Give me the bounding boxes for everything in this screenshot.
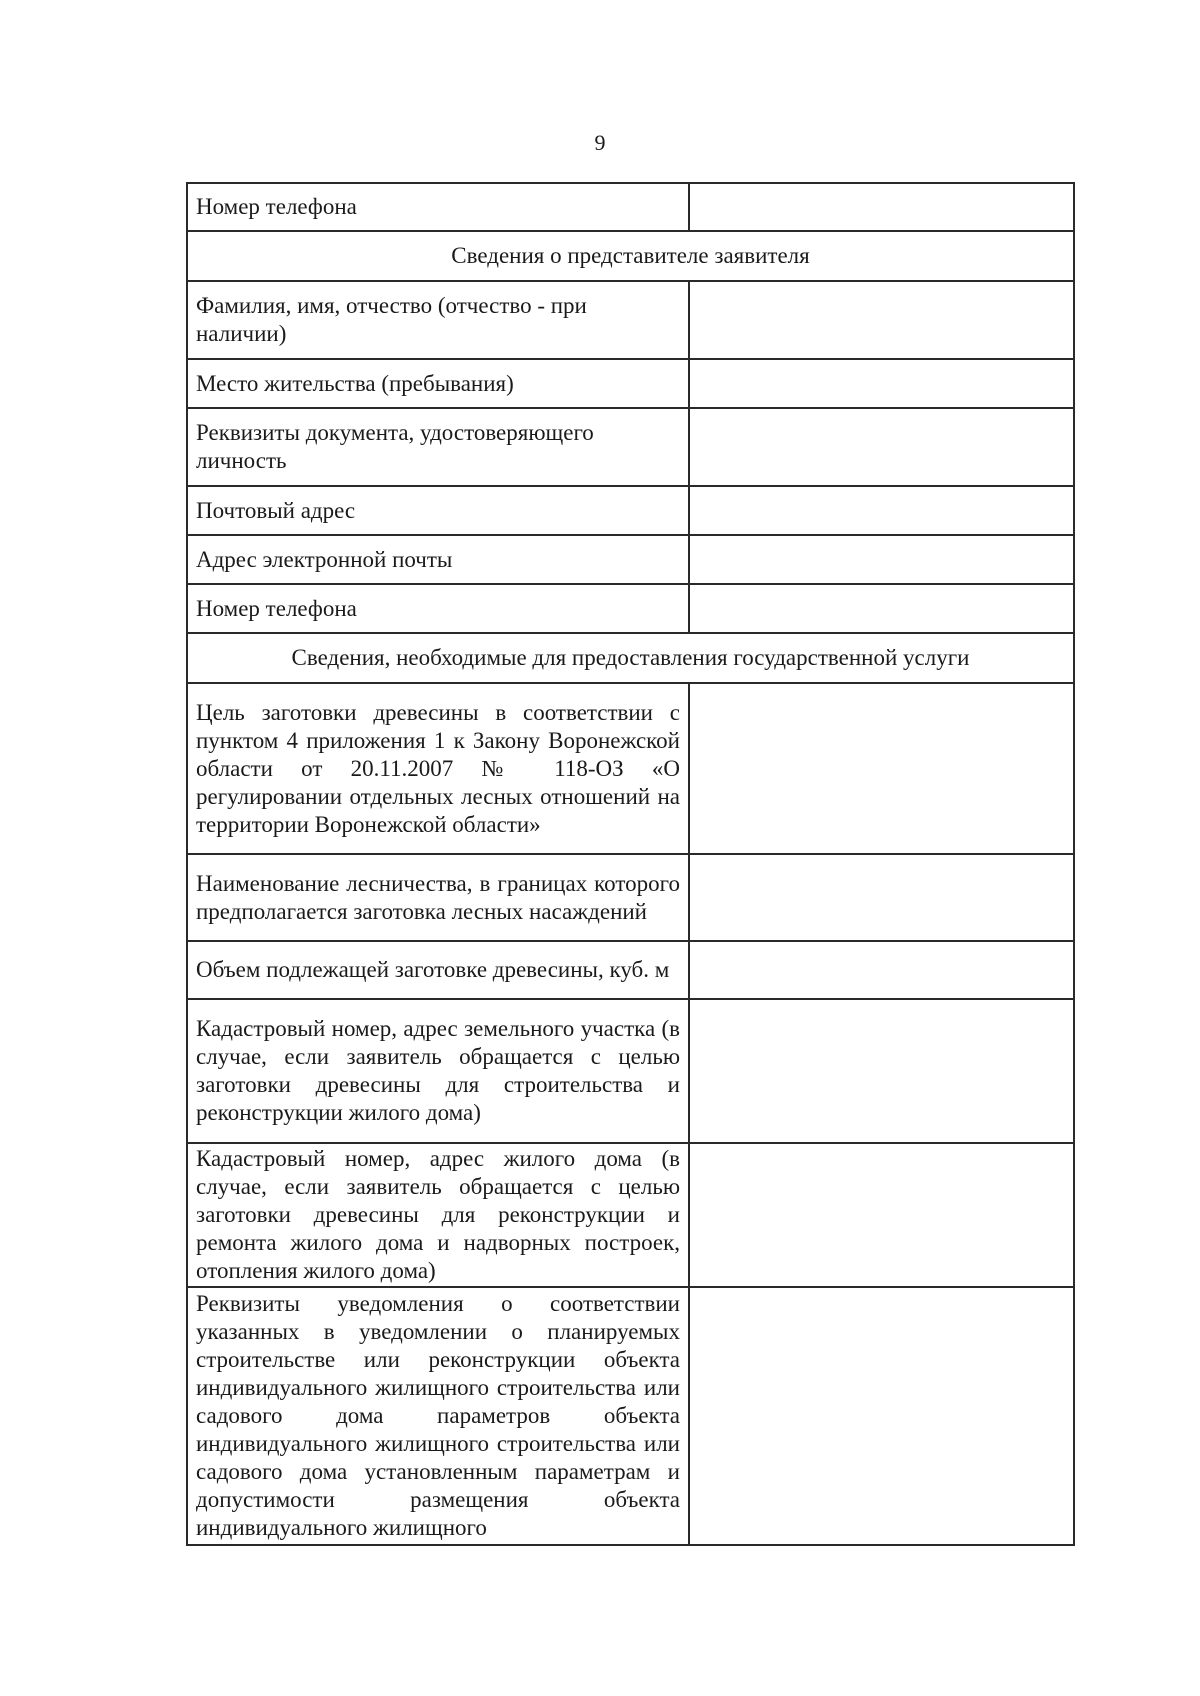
cadastral-land-field[interactable] (689, 999, 1074, 1143)
phone-value-field[interactable] (689, 183, 1074, 231)
rep-phone-field[interactable] (689, 584, 1074, 633)
table-row (187, 1143, 1074, 1287)
application-form-table (186, 182, 1075, 1546)
table-row (187, 183, 1074, 231)
table-row (187, 486, 1074, 535)
table-row (187, 999, 1074, 1143)
table-row (187, 683, 1074, 854)
purpose-field[interactable] (689, 683, 1074, 854)
rep-postal-address-field[interactable] (689, 486, 1074, 535)
phone-label: Номер телефона (187, 183, 689, 231)
table-row (187, 281, 1074, 359)
table-row (187, 584, 1074, 633)
volume-label: Объем подлежащей заготовке древесины, куб. м (187, 941, 689, 999)
representative-section-header: Сведения о представителе заявителя (187, 231, 1074, 281)
forestry-name-label: Наименование лесничества, в границах которого предполагается заготовка лесных насаждений (187, 854, 689, 941)
notification-label: Реквизиты уведомления о соответствии указанных в уведомлении о планируемых строительстве или реконструкции объекта индивидуального жилищного строительства или садового дома параметров объекта индивидуального жилищного строительства или садового дома установленным параметрам и допустимости размещения объекта индивидуального жилищного (187, 1287, 689, 1545)
service-section-header: Сведения, необходимые для предоставления государственной услуги (187, 633, 1074, 683)
table-row (187, 854, 1074, 941)
table-row (187, 535, 1074, 584)
rep-residence-label: Место жительства (пребывания) (187, 359, 689, 408)
rep-id-document-field[interactable] (689, 408, 1074, 486)
cadastral-house-label: Кадастровый номер, адрес жилого дома (в случае, если заявитель обращается с целью заготовки древесины для реконструкции и ремонта жилого дома и надворных построек, отопления жилого дома) (187, 1143, 689, 1287)
table-row (187, 633, 1074, 683)
table-row (187, 1287, 1074, 1545)
rep-full-name-field[interactable] (689, 281, 1074, 359)
notification-field[interactable] (689, 1287, 1074, 1545)
page-number: 9 (594, 130, 606, 155)
rep-id-document-label: Реквизиты документа, удостоверяющего личность (187, 408, 689, 486)
rep-full-name-label: Фамилия, имя, отчество (отчество - при наличии) (187, 281, 689, 359)
rep-email-label: Адрес электронной почты (187, 535, 689, 584)
cadastral-house-field[interactable] (689, 1143, 1074, 1287)
table-row (187, 941, 1074, 999)
forestry-name-field[interactable] (689, 854, 1074, 941)
table-row (187, 359, 1074, 408)
cadastral-land-label: Кадастровый номер, адрес земельного участка (в случае, если заявитель обращается с целью заготовки древесины для строительства и реконструкции жилого дома) (187, 999, 689, 1143)
rep-postal-address-label: Почтовый адрес (187, 486, 689, 535)
rep-residence-field[interactable] (689, 359, 1074, 408)
table-row (187, 231, 1074, 281)
purpose-label: Цель заготовки древесины в соответствии с пунктом 4 приложения 1 к Закону Воронежской области от 20.11.2007 № 118-ОЗ «О регулировании отдельных лесных отношений на территории Воронежской области» (187, 683, 689, 854)
rep-phone-label: Номер телефона (187, 584, 689, 633)
table-row (187, 408, 1074, 486)
volume-field[interactable] (689, 941, 1074, 999)
rep-email-field[interactable] (689, 535, 1074, 584)
